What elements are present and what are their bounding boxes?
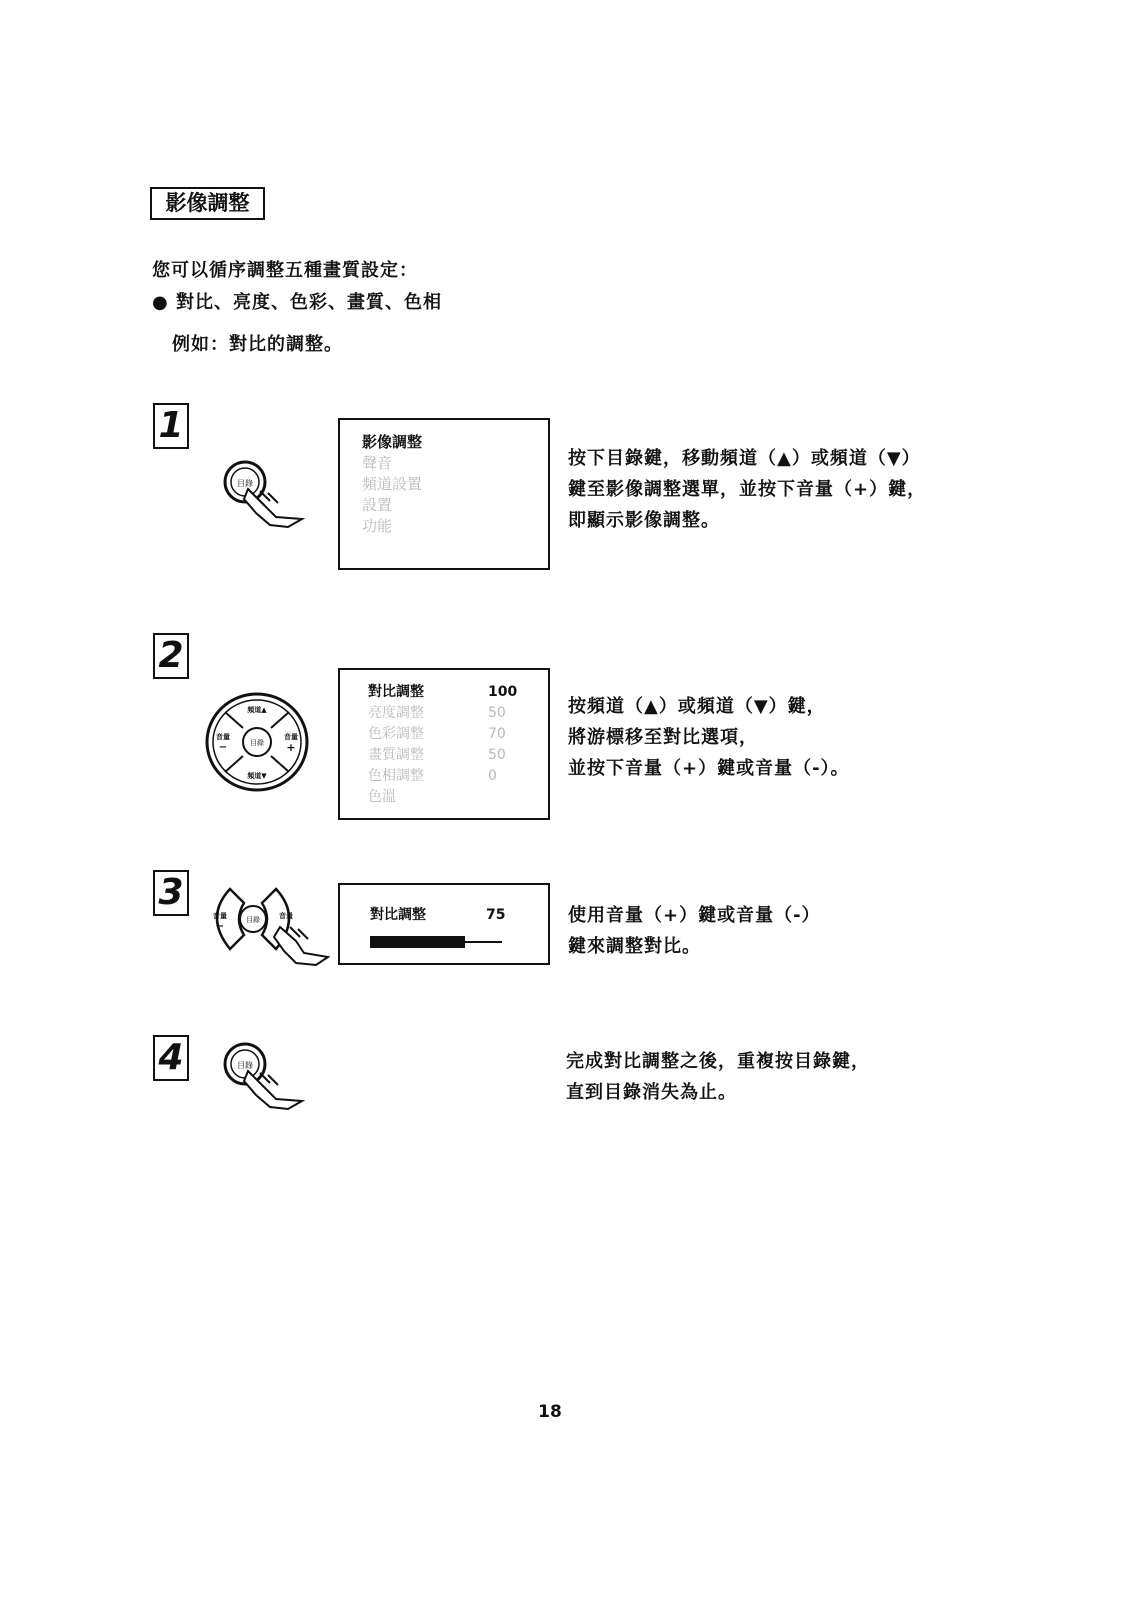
osd-main-menu xyxy=(338,418,550,570)
page-number: 18 xyxy=(538,1402,562,1422)
step-3-instruction: 使用音量（+）鍵或音量（-） 鍵來調整對比。 xyxy=(568,905,821,957)
remote-dpad-icon xyxy=(203,690,311,794)
menu-button-label: 目錄 xyxy=(246,916,260,924)
plus-sign: + xyxy=(286,741,296,754)
channel-up-label: 頻道▲ xyxy=(247,706,267,714)
menu-item-setup: 設置 xyxy=(362,496,393,514)
step-1-number: 1 xyxy=(153,403,189,449)
slider-fill xyxy=(370,936,465,948)
step-2-instruction: 按頻道（▲）或頻道（▼）鍵， 將游標移至對比選項， 並按下音量（+）鍵或音量（-）。 xyxy=(568,696,850,779)
step-4-number: 4 xyxy=(153,1035,189,1081)
menu-button-label: 目錄 xyxy=(250,739,264,747)
menu-button-label: 目錄 xyxy=(237,1061,253,1070)
menu-item-picture: 影像調整 xyxy=(362,433,423,451)
menu-item-sound: 聲音 xyxy=(362,454,393,472)
menu-button-label: 目錄 xyxy=(237,479,253,488)
slider-track[interactable] xyxy=(370,941,502,943)
feature-list xyxy=(152,288,442,314)
intro-text: 您可以循序調整五種畫質設定： xyxy=(152,260,418,281)
menu-item-function: 功能 xyxy=(362,517,393,535)
feature-list-text: 對比、亮度、色彩、畫質、色相 xyxy=(176,292,442,313)
channel-down-label: 頻道▼ xyxy=(247,772,267,780)
example-text: 例如：對比的調整。 xyxy=(172,334,343,355)
hand-press-menu-icon xyxy=(218,1037,310,1112)
menu-item-channel: 頻道設置 xyxy=(362,475,423,493)
hand-press-menu-icon xyxy=(218,455,310,530)
step-4-instruction: 完成對比調整之後，重複按目錄鍵， 直到目錄消失為止。 xyxy=(566,1051,870,1103)
volume-minus-label: 音量 xyxy=(216,733,230,741)
osd-picture-menu: 對比調整 100 亮度調整 50 色彩調整 70 畫質調整 50 色相調整 0 色溫 xyxy=(338,668,550,820)
hand-press-volume-icon xyxy=(200,883,330,969)
minus-sign: − xyxy=(215,921,225,932)
step-1-instruction: 按下目錄鍵，移動頻道（▲）或頻道（▼） 鍵至影像調整選單，並按下音量（+）鍵， 即顯示影像調整。 xyxy=(568,448,927,531)
bullet: ● xyxy=(152,292,169,313)
volume-minus-label: 音量 xyxy=(213,912,227,920)
section-title: 影像調整 xyxy=(150,187,265,220)
volume-plus-label: 音量 xyxy=(279,912,293,920)
step-2-number: 2 xyxy=(153,633,189,679)
minus-sign: − xyxy=(218,742,228,753)
volume-plus-label: 音量 xyxy=(284,733,298,741)
slider-value: 75 xyxy=(486,907,506,923)
osd-contrast-slider: 對比調整 75 xyxy=(338,883,550,965)
step-3-number: 3 xyxy=(153,870,189,916)
